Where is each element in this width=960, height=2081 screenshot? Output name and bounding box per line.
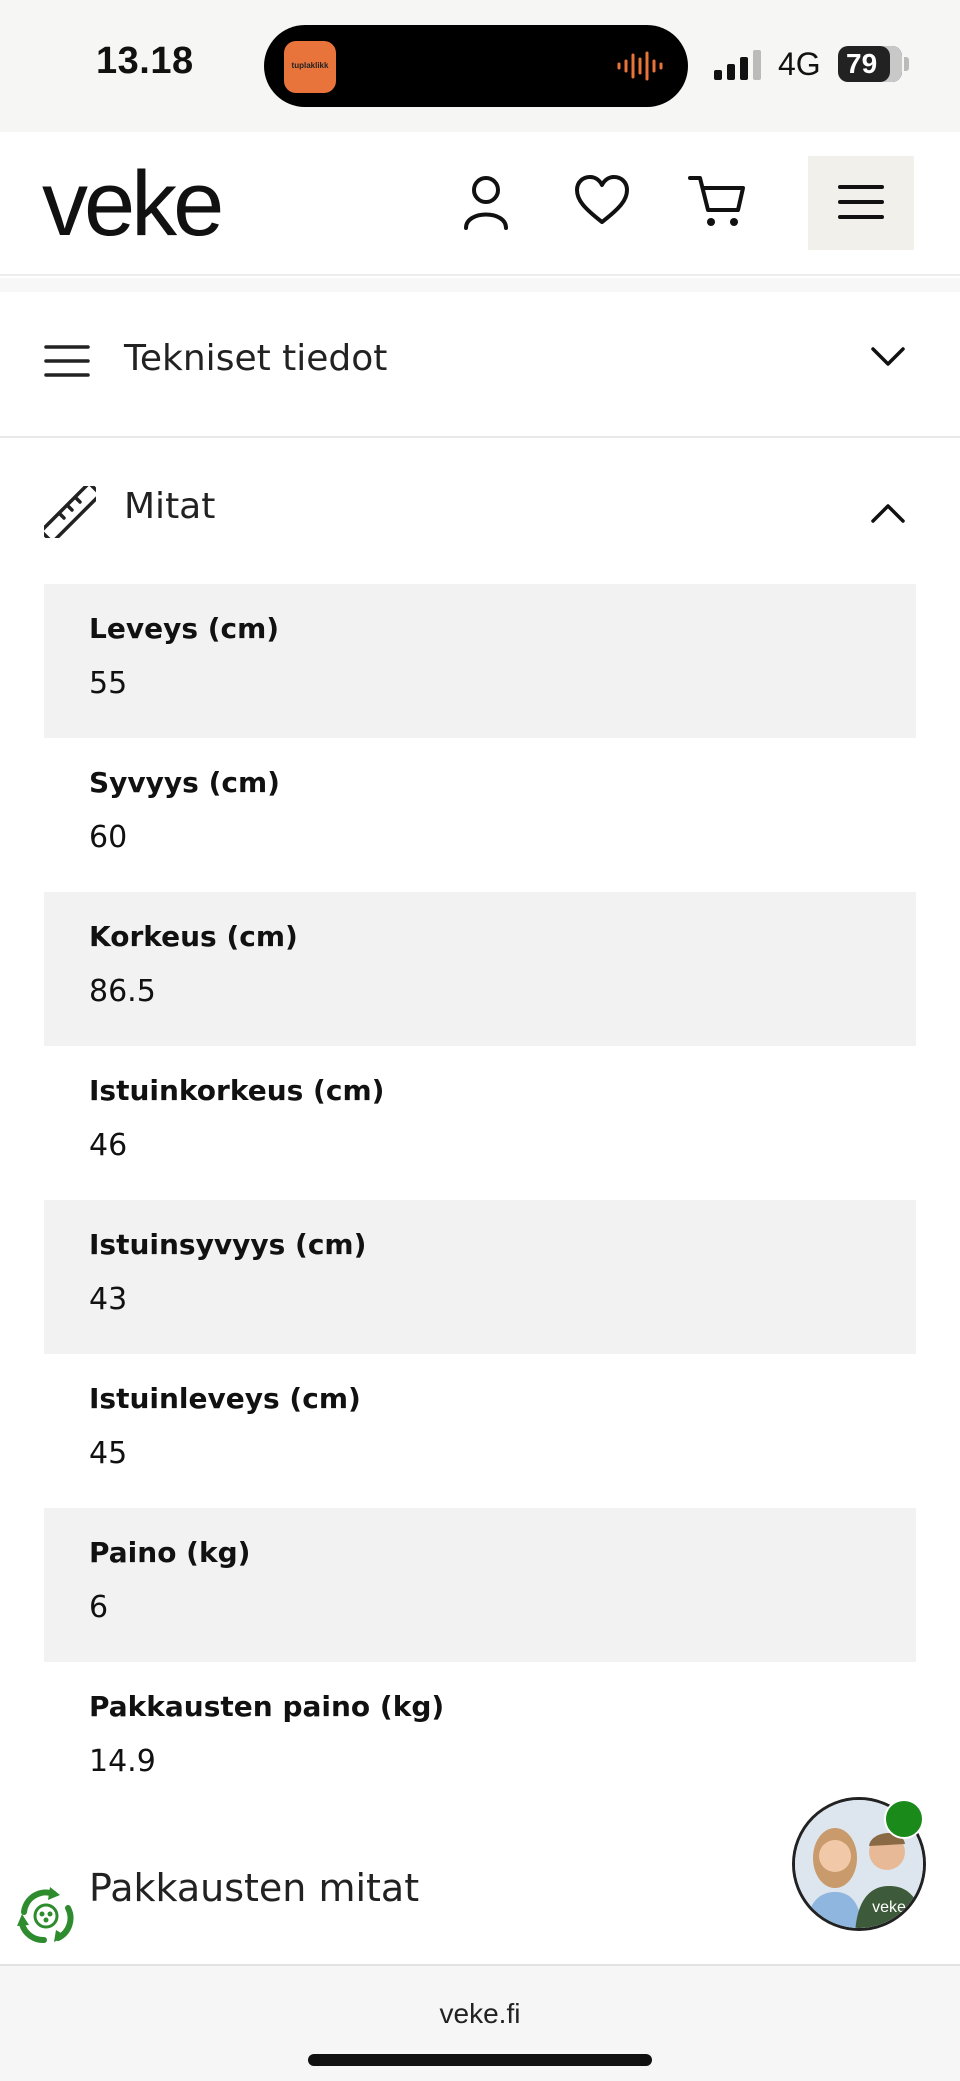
row-label: Paino (kg) xyxy=(89,1536,251,1569)
row-label: Korkeus (cm) xyxy=(89,920,298,953)
package-dimensions-title[interactable]: Pakkausten mitat xyxy=(89,1866,420,1910)
audio-wave-icon xyxy=(616,51,664,81)
table-row xyxy=(44,738,916,892)
row-value: 14.9 xyxy=(89,1744,156,1779)
list-icon xyxy=(44,344,90,378)
accordion-dimensions[interactable] xyxy=(0,440,960,585)
table-row xyxy=(44,584,916,738)
row-label: Istuinleveys (cm) xyxy=(89,1382,361,1415)
dimensions-table xyxy=(44,584,916,1816)
row-value: 86.5 xyxy=(89,974,156,1009)
cart-icon[interactable] xyxy=(688,174,746,230)
chevron-up-icon xyxy=(870,502,906,524)
row-label: Istuinkorkeus (cm) xyxy=(89,1074,385,1107)
row-label: Istuinsyvyys (cm) xyxy=(89,1228,367,1261)
browser-url-bar[interactable] xyxy=(0,1964,960,2081)
row-value: 45 xyxy=(89,1436,128,1471)
battery-tip xyxy=(904,57,909,71)
dynamic-island[interactable] xyxy=(264,25,688,107)
row-value: 43 xyxy=(89,1282,128,1317)
home-indicator[interactable] xyxy=(308,2054,652,2066)
status-bar xyxy=(0,0,960,132)
row-value: 6 xyxy=(89,1590,109,1625)
app-icon xyxy=(284,41,336,93)
signal-icon xyxy=(714,50,764,80)
veke-logo[interactable]: veke xyxy=(42,153,221,255)
heart-icon[interactable] xyxy=(574,174,630,226)
recycle-icon[interactable] xyxy=(14,1884,78,1948)
site-header xyxy=(0,132,960,276)
user-icon[interactable] xyxy=(462,174,510,230)
url-text[interactable]: veke.fi xyxy=(439,1998,521,2029)
table-row xyxy=(44,1046,916,1200)
row-label: Syvyys (cm) xyxy=(89,766,280,799)
battery-level: 79 xyxy=(838,46,902,82)
ruler-icon xyxy=(44,486,96,538)
clock: 13.18 xyxy=(96,40,194,82)
accordion-technical[interactable] xyxy=(0,292,960,438)
row-value: 55 xyxy=(89,666,128,701)
table-row xyxy=(44,1354,916,1508)
table-row xyxy=(44,1200,916,1354)
row-value: 60 xyxy=(89,820,128,855)
accordion-title: Tekniset tiedot xyxy=(124,338,388,379)
accordion-title: Mitat xyxy=(124,486,216,527)
table-row xyxy=(44,1662,916,1816)
row-label: Leveys (cm) xyxy=(89,612,280,645)
section-divider xyxy=(0,278,960,292)
table-row xyxy=(44,892,916,1046)
table-row xyxy=(44,1508,916,1662)
network-type: 4G xyxy=(778,46,821,82)
chat-avatar-text: veke xyxy=(872,1899,906,1916)
menu-button[interactable] xyxy=(808,156,914,250)
chevron-down-icon xyxy=(870,346,906,368)
online-status-dot xyxy=(884,1799,924,1839)
menu-icon xyxy=(838,182,884,222)
row-label: Pakkausten paino (kg) xyxy=(89,1690,445,1723)
island-app-label: tuplaklikk xyxy=(291,61,329,70)
row-value: 46 xyxy=(89,1128,128,1163)
